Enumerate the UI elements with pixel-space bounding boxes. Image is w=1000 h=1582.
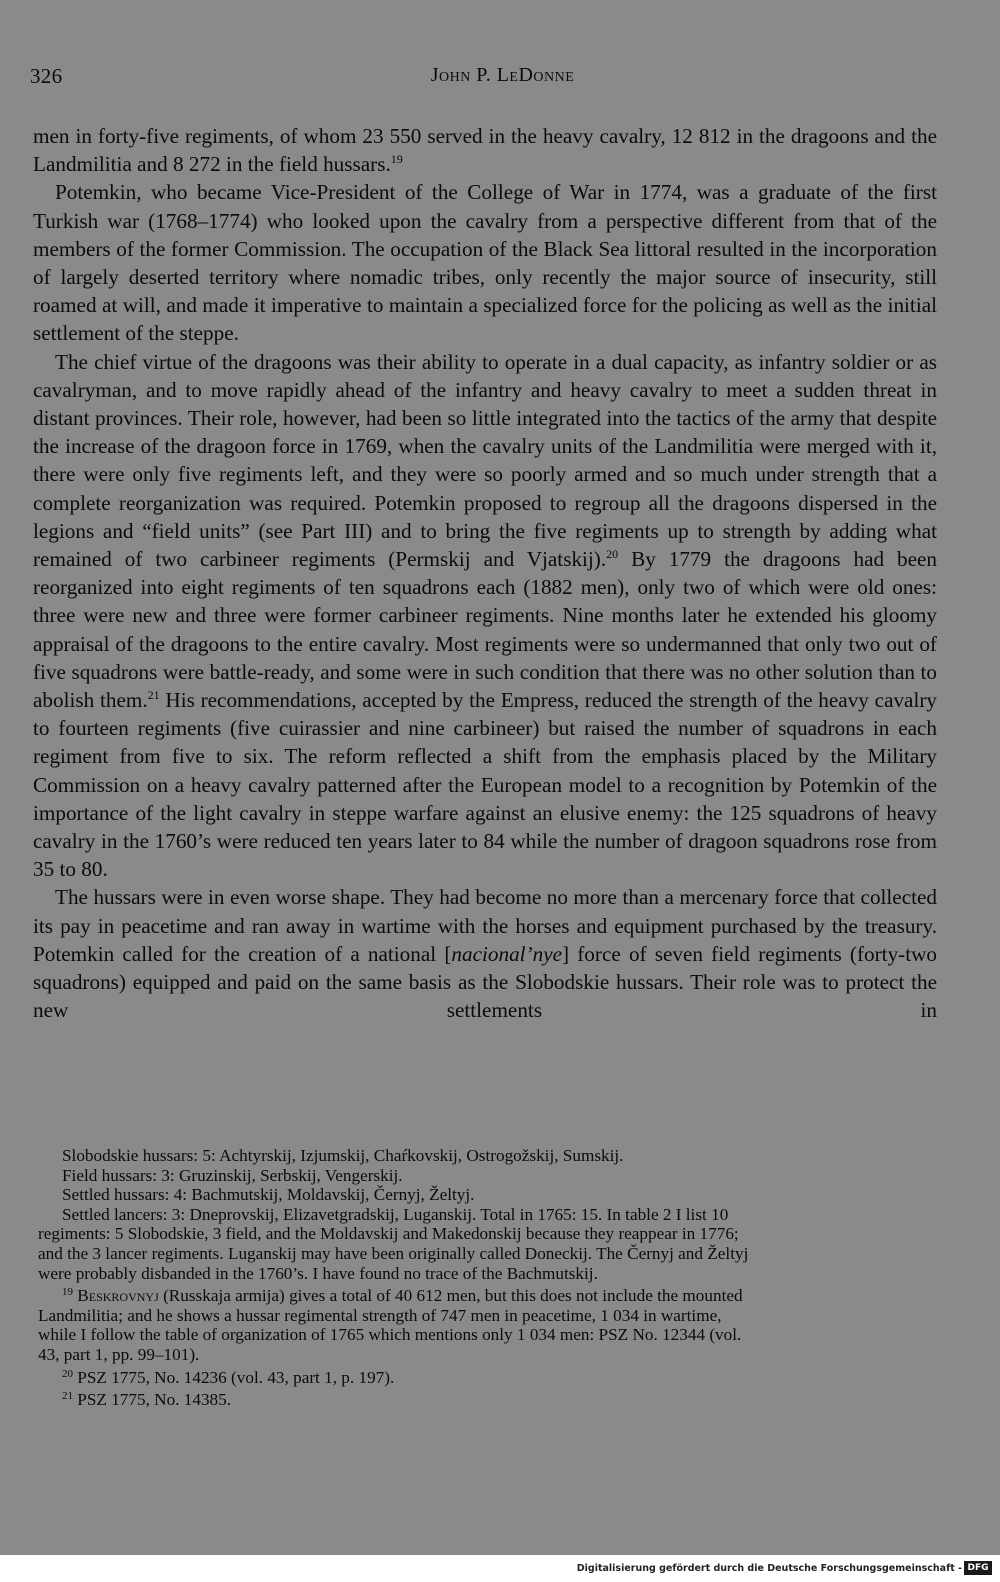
dfg-logo: DFG	[964, 1561, 992, 1575]
footnote-20	[38, 1365, 938, 1388]
footnote-line: Landmilitia; and he shows a hussar regimental strength of 747 men in peacetime, 1 034 in wartime,	[38, 1305, 722, 1325]
page-header	[30, 64, 975, 94]
footnote-21-text: PSZ 1775, No. 14385.	[73, 1390, 232, 1410]
digitization-footer	[0, 1555, 1000, 1582]
paragraph-4-text-b: ] force of seven field regiments (forty-two squadrons) equipped and paid on the same basis as the Slobodskie hussars. Their role was to protect the new settlements in	[33, 941, 937, 1023]
footnote-ref-19: 19	[390, 152, 403, 167]
digitization-credit: Digitalisierung gefördert durch die Deutsche Forschungsgemeinschaft -	[576, 1563, 962, 1574]
paragraph-3	[33, 348, 937, 884]
footnote-line: Field hussars: 3: Gruzinskij, Serbskij, Vengerskij.	[62, 1165, 403, 1185]
footnote-line: and the 3 lancer regiments. Luganskij may have been originally called Doneckij. The Černyj and Želtyj	[38, 1243, 749, 1263]
footnote-line: Settled hussars: 4: Bachmutskij, Moldavskij, Černyj, Želtyj.	[62, 1185, 475, 1205]
footnote-19	[38, 1283, 938, 1306]
running-head: John P. LeDonne	[430, 64, 575, 86]
paragraph-4-text-a: The hussars were in even worse shape. They had become no more than a mercenary force that collected its pay in peacetime and ran away in wartime with the horses and equipment purchased by the treasury. Potemkin called for the creation of a national [	[33, 885, 937, 966]
paragraph-4-italic-term: nacional’nye	[451, 941, 563, 966]
footnote-19-text: (Russkaja armija) gives a total of 40 612 men, but this does not include the mounted	[158, 1286, 743, 1306]
page-number: 326	[30, 64, 63, 88]
body-text	[33, 122, 937, 1025]
footnote-ref-21: 21	[147, 688, 160, 703]
paragraph-3-text-c: His recommendations, accepted by the Empress, reduced the strength of the heavy cavalry to fourteen regiments (five cuirassier and nine carbineer) but raised the number of squadrons in each regiment from five to six. The reform reflected a shift from the emphasis placed by the Military Commission on a heavy cavalry patterned after the European model to a recognition by Potemkin of the importance of the light cavalry in steppe warfare against an elusive enemy: the 125 squadrons of heavy cavalry in the 1760’s were reduced ten years later to 84 while the number of dragoon squadrons rose from 35 to 80.	[33, 688, 938, 882]
footnote-line: Settled lancers: 3: Dneprovskij, Elizavetgradskij, Luganskij. Total in 1765: 15. In table 2 I list 10	[62, 1204, 729, 1224]
footnote-line: while I follow the table of organization of 1765 which mentions only 1 034 men: PSZ No. 12344 (vol.	[38, 1325, 742, 1345]
footnote-19-mark: 19	[62, 1286, 73, 1299]
paragraph-2: Potemkin, who became Vice-President of the College of War in 1774, was a graduate of the first Turkish war (1768–1774) who looked upon the cavalry from a perspective different from that of the members of the former Commission. The occupation of the Black Sea littoral resulted in the incorporation of largely deserted territory where nomadic tribes, only recently the major source of insecurity, still roamed at will, and made it imperative to maintain a specialized force for the policing as well as the initial settlement of the steppe.	[33, 180, 937, 346]
footnotes	[38, 1146, 938, 1410]
footnote-21-mark: 21	[62, 1390, 73, 1403]
footnote-19-author: Beskrovnyj	[77, 1286, 159, 1306]
footnote-20-mark: 20	[62, 1367, 73, 1380]
footnote-line: were probably disbanded in the 1760’s. I have found no trace of the Bachmutskij.	[38, 1263, 598, 1283]
paragraph-1-text: men in forty-five regiments, of whom 23 550 served in the heavy cavalry, 12 812 in the dragoons and the Landmilitia and 8 272 in the field hussars.	[33, 124, 937, 177]
paragraph-4	[33, 883, 937, 1024]
footnote-20-text: PSZ 1775, No. 14236 (vol. 43, part 1, p. 197).	[73, 1367, 395, 1387]
footnote-line: regiments: 5 Slobodskie, 3 field, and the Moldavskij and Makedonskij because they reappear in 1776;	[38, 1224, 739, 1244]
footnote-21	[38, 1387, 938, 1410]
footnote-line: Slobodskie hussars: 5: Achtyrskij, Izjumskij, Chaŕkovskij, Ostrogožskij, Sumskij.	[62, 1146, 624, 1165]
paragraph-3-text-a: The chief virtue of the dragoons was their ability to operate in a dual capacity, as infantry soldier or as cavalryman, and to move rapidly ahead of the infantry and heavy cavalry to meet a sudden threat in distant provinces. Their role, however, had been so little integrated into the tactics of the army that despite the increase of the dragoon force in 1769, when the cavalry units of the Landmilitia were merged with it, there were only five regiments left, and they were so poorly armed and so much under strength that a complete reorganization was required. Potemkin proposed to regroup all the dragoons dispersed in the legions and “field units” (see Part III) and to bring the five regiments up to strength by adding what remained of two carbineer regiments (Permskij and Vjatskij).	[33, 349, 937, 572]
paragraph-1	[33, 122, 937, 178]
footnote-ref-20: 20	[606, 547, 619, 562]
footnote-line: 43, part 1, pp. 99–101).	[38, 1344, 200, 1364]
paragraph-3-text-b: By 1779 the dragoons had been reorganized into eight regiments of ten squadrons each (1882 men), only two of which were old ones: three were new and three were former carbineer regiments. Nine months later he extended his gloomy appraisal of the dragoons to the entire cavalry. Most regiments were so undermanned that only two out of five squadrons were battle-ready, and some were in such condition that there was no other solution than to abolish them.	[33, 547, 937, 713]
